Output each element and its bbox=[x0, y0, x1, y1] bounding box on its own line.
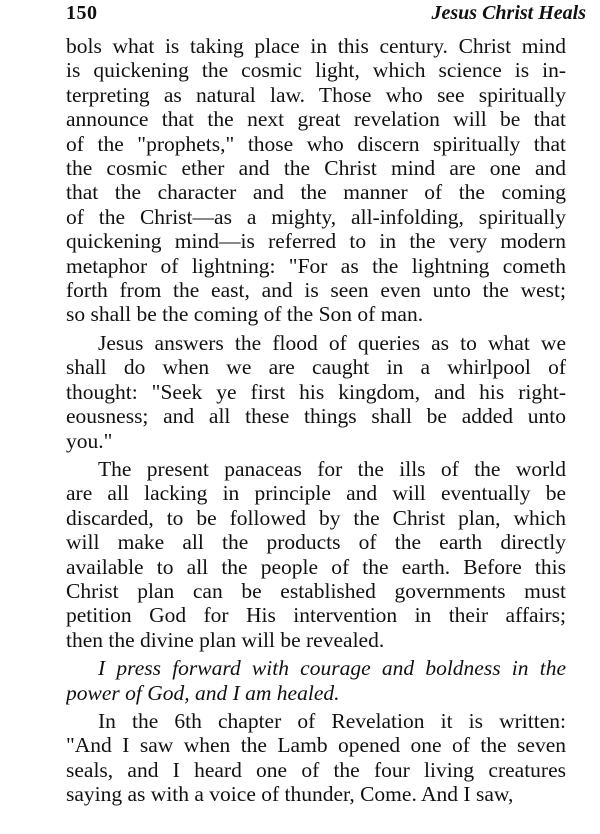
text-line: saying as with a voice of thunder, Come. And I saw, bbox=[66, 782, 514, 807]
text-line: of the Christ—as a mighty, all-infolding, spiritually bbox=[66, 204, 566, 229]
paragraph bbox=[66, 709, 566, 807]
text-line: Christ plan can be established governments must bbox=[66, 578, 566, 603]
text-line: that the character and the manner of the coming bbox=[66, 180, 566, 205]
page-number: 150 bbox=[66, 2, 98, 24]
text-line: are all lacking in principle and will eventually be bbox=[66, 481, 566, 506]
text-line: "And I saw when the Lamb opened one of the seven bbox=[66, 733, 566, 758]
text-line: so shall be the coming of the Son of man. bbox=[66, 302, 424, 327]
text-line: shall do when we are caught in a whirlpool of bbox=[66, 355, 566, 380]
body-text bbox=[66, 34, 566, 807]
paragraph bbox=[66, 34, 566, 327]
text-line: discarded, to be followed by the Christ plan, which bbox=[66, 505, 566, 530]
text-line: quickening mind—is referred to in the very modern bbox=[66, 229, 566, 254]
text-line: Jesus answers the flood of queries as to what we bbox=[98, 330, 566, 355]
text-line: then the divine plan will be revealed. bbox=[66, 627, 385, 652]
text-line: is quickening the cosmic light, which science is in- bbox=[66, 58, 566, 83]
paragraph bbox=[66, 331, 566, 453]
affirmation-paragraph bbox=[66, 656, 566, 705]
running-title: Jesus Christ Heals bbox=[431, 2, 586, 24]
text-line: available to all the people of the earth. Before this bbox=[66, 554, 566, 579]
text-line: petition God for His intervention in their affairs; bbox=[66, 603, 566, 628]
text-line: you." bbox=[66, 428, 113, 453]
text-line: I press forward with courage and boldness in the bbox=[98, 656, 566, 681]
paragraph bbox=[66, 457, 566, 652]
text-line: terpreting as natural law. Those who see spiritually bbox=[66, 82, 566, 107]
text-line: the cosmic ether and the Christ mind are one and bbox=[66, 156, 566, 181]
text-line: bols what is taking place in this century. Christ mind bbox=[66, 34, 566, 58]
text-line: seals, and I heard one of the four living creatures bbox=[66, 757, 566, 782]
text-line: In the 6th chapter of Revelation it is written: bbox=[98, 708, 566, 733]
text-line: of the "prophets," those who discern spiritually that bbox=[66, 131, 566, 156]
text-line: forth from the east, and is seen even unto the west; bbox=[66, 278, 566, 303]
text-line: metaphor of lightning: "For as the lightning cometh bbox=[66, 253, 566, 278]
text-line: thought: "Seek ye first his kingdom, and his right- bbox=[66, 379, 566, 404]
text-line: announce that the next great revelation will be that bbox=[66, 107, 566, 132]
text-line: eousness; and all these things shall be added unto bbox=[66, 404, 566, 429]
running-head bbox=[0, 0, 600, 28]
text-line: will make all the products of the earth directly bbox=[66, 530, 566, 555]
text-line: power of God, and I am healed. bbox=[66, 680, 340, 705]
text-line: The present panaceas for the ills of the world bbox=[98, 456, 566, 481]
